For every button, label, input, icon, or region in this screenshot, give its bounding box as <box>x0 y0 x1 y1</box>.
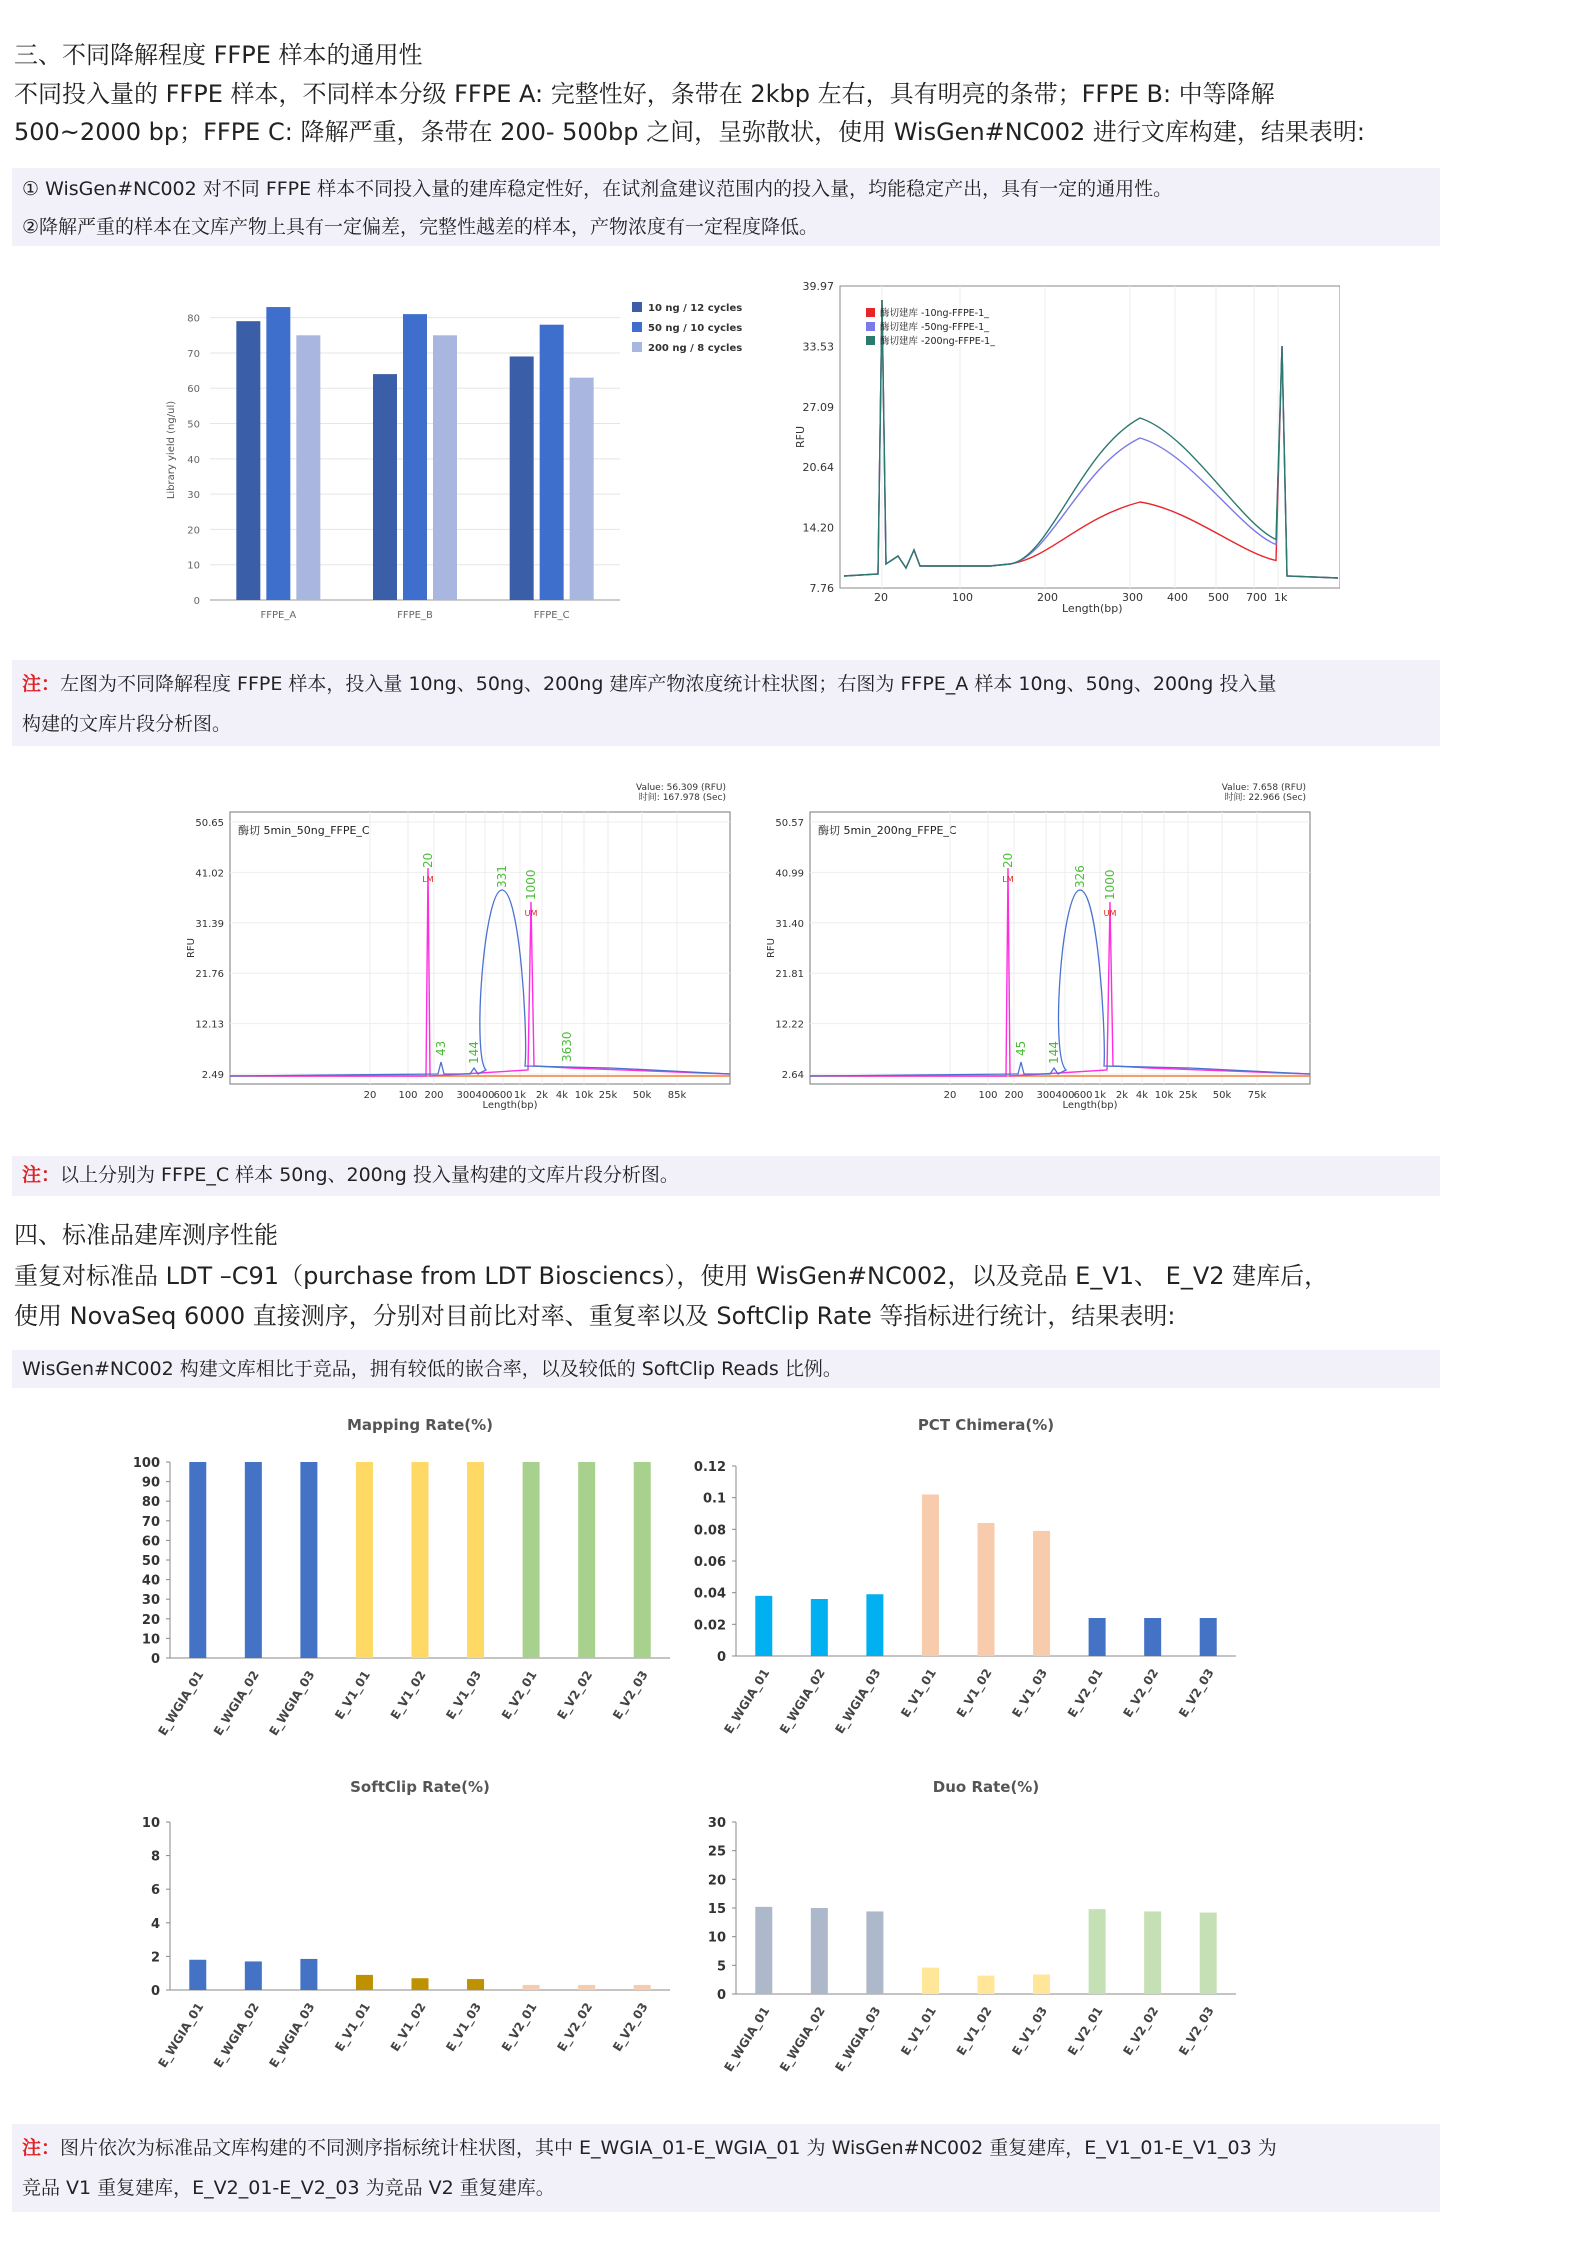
x-tick-label: E_V1_02 <box>953 2004 995 2058</box>
x-tick-label: 200 <box>424 1090 444 1101</box>
note1-label: 注： <box>22 673 61 695</box>
y-axis-label: RFU <box>766 937 777 959</box>
legend-label: 酶切建库 -10ng-FFPE-1_ <box>880 308 989 319</box>
bar <box>1033 1531 1050 1656</box>
x-tick-label: E_WGIA_01 <box>721 1666 773 1737</box>
x-tick-label: 200 <box>1037 591 1058 604</box>
y-axis-label: Library yield (ng/ul) <box>166 400 177 500</box>
bar <box>978 1976 995 1994</box>
note3-label: 注： <box>22 2137 61 2159</box>
y-tick-label: 10 <box>707 1930 726 1946</box>
x-tick-label: E_WGIA_01 <box>155 2000 207 2071</box>
lm-marker-label: LM <box>1002 875 1014 884</box>
bar <box>1089 1618 1106 1656</box>
legend-swatch <box>632 342 642 352</box>
y-tick-label: 0 <box>150 1652 160 1667</box>
x-tick-label: E_V2_03 <box>1175 1666 1217 1720</box>
y-tick-label: 27.09 <box>802 400 834 414</box>
x-tick-label: E_V1_01 <box>898 2004 939 2058</box>
y-tick-label: 80 <box>141 1495 160 1511</box>
section4-para-line1: 重复对标准品 LDT –C91（purchase from LDT Biosciencs），使用 WisGen#NC002，以及竞品 E_V1、 E_V2 建库后， <box>14 1262 1329 1290</box>
section3-para-line1: 不同投入量的 FFPE 样本，不同样本分级 FFPE A: 完整性好，条带在 2kbp 左右，具有明亮的条带；FFPE B: 中等降解 <box>14 80 1275 108</box>
note1-line1: 左图为不同降解程度 FFPE 样本，投入量 10ng、50ng、200ng 建库产物浓度统计柱状图；右图为 FFPE_A 样本 10ng、50ng、200ng 投入量 <box>60 673 1277 695</box>
x-tick-label: FFPE_A <box>260 610 297 621</box>
x-tick-label: 1k <box>1093 1090 1107 1101</box>
y-tick-label: 30 <box>141 1593 160 1609</box>
y-tick-label: 39.97 <box>802 280 834 293</box>
y-tick-label: 6 <box>150 1883 160 1899</box>
y-tick-label: 20 <box>141 1612 160 1628</box>
x-tick-label: 100 <box>978 1090 998 1101</box>
bar <box>811 1908 828 1994</box>
bar <box>978 1523 995 1656</box>
y-tick-label: 70 <box>187 348 200 360</box>
x-tick-label: 400 <box>1167 591 1188 604</box>
y-tick-label: 5 <box>716 1959 726 1975</box>
x-tick-label: 400 <box>1055 1090 1075 1101</box>
y-tick-label: 80 <box>187 313 200 325</box>
bar <box>1200 1913 1217 1994</box>
peak-label: 45 <box>1014 1040 1028 1056</box>
x-tick-label: E_V2_03 <box>609 2000 651 2054</box>
peak-label: 144 <box>467 1041 481 1064</box>
y-tick-label: 2.64 <box>781 1070 804 1081</box>
note1-line2: 构建的文库片段分析图。 <box>22 713 232 735</box>
x-tick-label: E_V1_02 <box>387 2000 429 2054</box>
library-yield-chart <box>160 278 790 633</box>
y-tick-label: 4 <box>150 1916 160 1932</box>
x-tick-label: 1k <box>1274 591 1288 604</box>
y-tick-label: 2 <box>150 1950 160 1966</box>
y-tick-label: 0.06 <box>693 1555 726 1570</box>
y-tick-label: 0 <box>716 1988 726 2003</box>
y-tick-label: 60 <box>187 384 200 396</box>
y-tick-label: 0.12 <box>693 1460 726 1475</box>
x-tick-label: E_V2_02 <box>1120 2004 1162 2058</box>
um-marker-label: UM <box>1103 909 1117 918</box>
x-tick-label: 1k <box>513 1090 527 1101</box>
x-tick-label: E_V2_03 <box>1175 2004 1217 2058</box>
um-marker-label: UM <box>524 909 538 918</box>
y-tick-label: 50 <box>141 1554 160 1569</box>
duo-rate-chart <box>690 1772 1290 2102</box>
bar <box>467 1462 484 1658</box>
x-tick-label: 10k <box>1154 1090 1174 1101</box>
bar <box>866 1594 883 1656</box>
bar <box>1144 1911 1161 1994</box>
x-tick-label: E_WGIA_01 <box>721 2004 773 2075</box>
bar <box>245 1961 262 1990</box>
x-tick-label: E_WGIA_01 <box>155 1668 207 1739</box>
section4-conclusion-box: WisGen#NC002 构建文库相比于竞品，拥有较低的嵌合率，以及较低的 SoftClip Reads 比例。 <box>12 1350 1440 1388</box>
x-tick-label: 10k <box>574 1090 594 1101</box>
bar <box>412 1462 429 1658</box>
x-axis-label: Length(bp) <box>1062 1100 1118 1111</box>
bar <box>578 1462 595 1658</box>
y-tick-label: 0 <box>716 1650 726 1665</box>
fragment-chart-ffpe-c-200ng <box>760 782 1320 1122</box>
x-tick-label: E_V2_03 <box>609 1668 651 1722</box>
x-tick-label: 4k <box>555 1090 569 1101</box>
y-tick-label: 25 <box>707 1844 726 1860</box>
conclusion-1: ① WisGen#NC002 对不同 FFPE 样本不同投入量的建库稳定性好，在试剂盒建议范围内的投入量，均能稳定产出，具有一定的通用性。 <box>22 178 1173 200</box>
y-axis-label: RFU <box>794 425 807 449</box>
mapping-rate-chart <box>120 1410 700 1750</box>
x-tick-label: E_V2_02 <box>1120 1666 1162 1720</box>
y-tick-label: 33.53 <box>802 340 834 354</box>
legend-label: 10 ng / 12 cycles <box>648 303 743 314</box>
y-tick-label: 10 <box>187 560 200 572</box>
y-tick-label: 70 <box>141 1514 160 1530</box>
x-tick-label: E_WGIA_02 <box>776 1666 828 1737</box>
bar <box>922 1968 939 1994</box>
peak-label: 20 <box>1001 852 1015 868</box>
x-tick-label: FFPE_B <box>397 610 433 621</box>
peak-label: 326 <box>1073 865 1087 888</box>
y-tick-label: 40 <box>141 1573 160 1589</box>
y-tick-label: 12.13 <box>195 1019 224 1031</box>
bar <box>266 307 290 600</box>
bar <box>523 1985 540 1990</box>
y-tick-label: 90 <box>141 1475 160 1491</box>
y-tick-label: 50 <box>187 419 200 431</box>
x-axis-label: Length(bp) <box>482 1100 538 1111</box>
y-tick-label: 0 <box>150 1984 160 1999</box>
bar <box>1200 1618 1217 1656</box>
note3-line1: 图片依次为标准品文库构建的不同测序指标统计柱状图，其中 E_WGIA_01-E_WGIA_01 为 WisGen#NC002 重复建库，E_V1_01-E_V1_03 为 <box>60 2137 1277 2159</box>
x-tick-label: E_V1_01 <box>332 2000 373 2054</box>
x-tick-label: E_WGIA_03 <box>266 1668 318 1739</box>
chart-title: SoftClip Rate(%) <box>350 1778 490 1796</box>
legend-label: 50 ng / 10 cycles <box>648 323 743 334</box>
value-readout: Value: 56.309 (RFU) <box>636 783 726 793</box>
bar <box>245 1462 262 1658</box>
note3-line2: 竞品 V1 重复建库，E_V2_01-E_V2_03 为竞品 V2 重复建库。 <box>22 2177 555 2199</box>
bar <box>412 1978 429 1990</box>
x-tick-label: E_V1_03 <box>1009 1666 1051 1720</box>
x-tick-label: E_V1_03 <box>443 1668 485 1722</box>
y-tick-label: 30 <box>707 1816 726 1831</box>
x-tick-label: 300 <box>1036 1090 1056 1101</box>
chart-title: PCT Chimera(%) <box>917 1416 1055 1434</box>
bar <box>634 1462 651 1658</box>
x-tick-label: 500 <box>1208 591 1229 604</box>
x-tick-label: E_V2_01 <box>498 2000 540 2054</box>
bar <box>578 1985 595 1990</box>
peak-label: 20 <box>421 852 435 868</box>
x-tick-label: E_WGIA_02 <box>210 2000 262 2071</box>
peak-label: 1000 <box>524 869 538 900</box>
x-tick-label: E_V2_01 <box>1064 2004 1106 2058</box>
x-tick-label: E_V2_01 <box>1064 1666 1106 1720</box>
x-tick-label: 700 <box>1246 591 1267 604</box>
y-tick-label: 50.65 <box>195 818 224 829</box>
x-tick-label: 2k <box>535 1090 549 1101</box>
y-tick-label: 31.39 <box>195 918 224 930</box>
y-tick-label: 0.08 <box>693 1523 726 1539</box>
bar <box>866 1911 883 1994</box>
fragment-chart-ffpe-a <box>790 272 1340 632</box>
x-tick-label: E_V2_02 <box>554 2000 596 2054</box>
bar <box>755 1596 772 1656</box>
y-tick-label: 14.20 <box>802 521 834 535</box>
bar <box>403 314 427 600</box>
legend-label: 酶切建库 -50ng-FFPE-1_ <box>880 322 989 333</box>
x-tick-label: 300 <box>456 1090 476 1101</box>
y-tick-label: 30 <box>187 490 200 502</box>
section4-title: 四、标准品建库测序性能 <box>14 1221 278 1249</box>
note2-box <box>12 1156 1440 1196</box>
x-tick-label: 25k <box>598 1090 618 1101</box>
bar <box>296 335 320 600</box>
value-readout: Value: 7.658 (RFU) <box>1221 783 1306 793</box>
time-readout: 时间: 167.978 (Sec) <box>638 793 726 803</box>
softclip-rate-chart <box>120 1772 700 2102</box>
x-tick-label: 100 <box>398 1090 418 1101</box>
legend-swatch <box>632 302 642 312</box>
x-tick-label: 4k <box>1135 1090 1149 1101</box>
x-tick-label: E_V1_03 <box>443 2000 485 2054</box>
trace-title: 酶切 5min_50ng_FFPE_C <box>238 824 370 837</box>
y-tick-label: 20 <box>707 1873 726 1889</box>
x-tick-label: 50k <box>1212 1090 1232 1101</box>
chart-title: Duo Rate(%) <box>932 1778 1040 1796</box>
y-tick-label: 0.04 <box>693 1586 726 1602</box>
x-tick-label: FFPE_C <box>533 610 570 621</box>
bar <box>356 1462 373 1658</box>
legend-swatch <box>866 322 875 331</box>
x-tick-label: 2k <box>1115 1090 1129 1101</box>
x-axis-label: Length(bp) <box>1062 602 1123 615</box>
y-tick-label: 8 <box>150 1849 160 1865</box>
note2-label: 注： <box>22 1164 61 1186</box>
y-tick-label: 0.02 <box>693 1618 726 1634</box>
legend-swatch <box>866 308 875 317</box>
y-tick-label: 12.22 <box>775 1019 804 1031</box>
peak-label: 3630 <box>560 1031 574 1062</box>
legend-swatch <box>632 322 642 332</box>
x-tick-label: 600 <box>493 1090 513 1101</box>
bar <box>467 1979 484 1990</box>
y-tick-label: 21.81 <box>775 969 804 981</box>
bar <box>300 1959 317 1990</box>
x-tick-label: E_WGIA_03 <box>832 1666 884 1737</box>
y-tick-label: 50.57 <box>775 818 804 829</box>
y-tick-label: 0 <box>193 596 200 607</box>
legend-label: 200 ng / 8 cycles <box>648 343 743 354</box>
pct-chimera-chart <box>690 1410 1290 1750</box>
bar <box>634 1985 651 1990</box>
x-tick-label: 85k <box>667 1090 687 1101</box>
y-tick-label: 100 <box>132 1456 160 1471</box>
x-tick-label: 50k <box>632 1090 652 1101</box>
bar <box>510 356 534 600</box>
x-tick-label: E_WGIA_02 <box>210 1668 262 1739</box>
section3-title: 三、不同降解程度 FFPE 样本的通用性 <box>14 41 423 69</box>
bar <box>540 325 564 600</box>
x-tick-label: 75k <box>1247 1090 1267 1101</box>
legend-label: 酶切建库 -200ng-FFPE-1_ <box>880 336 995 347</box>
x-tick-label: E_V2_01 <box>498 1668 540 1722</box>
conclusion-2: ②降解严重的样本在文库产物上具有一定偏差，完整性越差的样本，产物浓度有一定程度降低。 <box>22 216 819 238</box>
bar <box>189 1960 206 1990</box>
section3-conclusion-box <box>12 168 1440 246</box>
y-tick-label: 20.64 <box>802 461 834 475</box>
x-tick-label: 20 <box>874 591 888 604</box>
note1-box <box>12 660 1440 746</box>
x-tick-label: 300 <box>1122 591 1143 604</box>
y-tick-label: 40 <box>187 454 200 466</box>
x-tick-label: 100 <box>952 591 973 604</box>
lm-marker-label: LM <box>422 875 434 884</box>
y-tick-label: 31.40 <box>775 918 804 930</box>
y-tick-label: 41.02 <box>195 868 224 880</box>
x-tick-label: 20 <box>943 1090 957 1101</box>
fragment-chart-ffpe-c-50ng <box>180 782 740 1122</box>
y-tick-label: 60 <box>141 1534 160 1550</box>
bar <box>189 1462 206 1658</box>
section3-para-line2: 500~2000 bp；FFPE C: 降解严重，条带在 200- 500bp 之间，呈弥散状，使用 WisGen#NC002 进行文库构建，结果表明: <box>14 118 1365 146</box>
chart-title: Mapping Rate(%) <box>346 1416 494 1434</box>
peak-label: 144 <box>1047 1041 1061 1064</box>
bar <box>373 374 397 600</box>
y-tick-label: 10 <box>141 1816 160 1831</box>
y-axis-label: RFU <box>186 937 197 959</box>
x-tick-label: E_V1_02 <box>953 1666 995 1720</box>
bar <box>755 1907 772 1994</box>
x-tick-label: E_V1_01 <box>332 1668 373 1722</box>
bar <box>300 1462 317 1658</box>
section4-para-line2: 使用 NovaSeq 6000 直接测序，分别对目前比对率、重复率以及 SoftClip Rate 等指标进行统计，结果表明: <box>14 1302 1176 1330</box>
y-tick-label: 0.1 <box>702 1491 726 1507</box>
bar <box>236 321 260 600</box>
x-tick-label: 400 <box>475 1090 495 1101</box>
x-tick-label: 20 <box>363 1090 377 1101</box>
bar <box>1089 1909 1106 1994</box>
y-tick-label: 20 <box>187 525 200 537</box>
x-tick-label: 25k <box>1178 1090 1198 1101</box>
note2-text: 以上分别为 FFPE_C 样本 50ng、200ng 投入量构建的文库片段分析图。 <box>60 1164 679 1186</box>
bar <box>356 1975 373 1990</box>
x-tick-label: E_V1_03 <box>1009 2004 1051 2058</box>
y-tick-label: 2.49 <box>201 1070 224 1081</box>
y-tick-label: 15 <box>707 1902 726 1917</box>
peak-label: 43 <box>434 1040 448 1056</box>
note3-box <box>12 2124 1440 2212</box>
y-tick-label: 21.76 <box>195 969 224 981</box>
bar <box>811 1599 828 1656</box>
bar <box>922 1495 939 1657</box>
peak-label: 1000 <box>1103 869 1117 900</box>
legend-swatch <box>866 336 875 345</box>
x-tick-label: 600 <box>1073 1090 1093 1101</box>
x-tick-label: E_WGIA_03 <box>266 2000 318 2071</box>
bar <box>1144 1618 1161 1656</box>
peak-label: 331 <box>495 865 509 888</box>
trace-title: 酶切 5min_200ng_FFPE_C <box>818 824 957 837</box>
y-tick-label: 7.76 <box>809 582 834 595</box>
x-tick-label: 200 <box>1004 1090 1024 1101</box>
bar <box>570 378 594 600</box>
x-tick-label: E_V1_02 <box>387 1668 429 1722</box>
time-readout: 时间: 22.966 (Sec) <box>1224 793 1306 803</box>
x-tick-label: E_V2_02 <box>554 1668 596 1722</box>
x-tick-label: E_V1_01 <box>898 1666 939 1720</box>
bar <box>523 1462 540 1658</box>
bar <box>433 335 457 600</box>
x-tick-label: E_WGIA_03 <box>832 2004 884 2075</box>
y-tick-label: 10 <box>141 1632 160 1648</box>
x-tick-label: E_WGIA_02 <box>776 2004 828 2075</box>
bar <box>1033 1975 1050 1994</box>
y-tick-label: 40.99 <box>775 868 804 880</box>
